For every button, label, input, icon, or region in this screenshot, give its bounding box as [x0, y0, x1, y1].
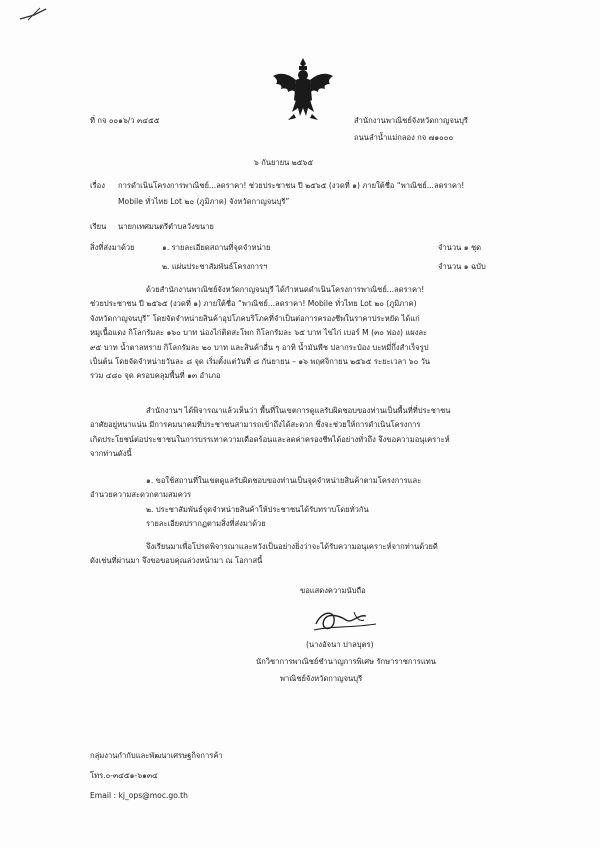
paragraph-1-line: ช่วยประชาชน ปี ๒๕๖๕ (งวดที่ ๑) ภายใต้ชื่อ “พาณิชย์...ลดราคา! Mobile ทั่วไทย Lot ๒๐ (ภูมิภาค) [90, 299, 417, 309]
sender-office: สำนักงานพาณิชย์จังหวัดกาญจนบุรี [354, 116, 468, 125]
enclosure-label: สิ่งที่ส่งมาด้วย [90, 243, 135, 252]
paragraph-1-line: เป็นต้น โดยจัดจำหน่ายวันละ ๘ จุด เริ่มตั้งแต่วันที่ ๘ กันยายน – ๑๖ พฤศจิกายน ๒๕๖๕ ระยะเวลา ๖๐ วัน [90, 357, 431, 367]
to-label: เรียน [90, 222, 107, 231]
paragraph-1-line: รวม ๔๘๐ จุด ครอบคลุมพื้นที่ ๑๓ อำเภอ [90, 371, 221, 381]
subject-label: เรื่อง [90, 181, 105, 190]
closing-paragraph [90, 540, 536, 569]
request-2-line: ๒. ประชาสัมพันธ์จุดจำหน่ายสินค้าให้ประชาชนได้รับทราบโดยทั่วกัน [146, 505, 369, 514]
paragraph-2-line: อาศัยอยู่หนาแน่น มีการคมนาคมที่ประชาชนสามารถเข้าถึงได้สะดวก ซึ่งจะช่วยให้การดำเนินโครงการ [90, 420, 421, 430]
paragraph-2-line: จากท่านดังนี้ [90, 449, 132, 459]
footer-phone: โทร.๐-๓๔๕๑-๖๑๓๔ [90, 771, 158, 780]
enclosure-item-1: ๑. รายละเอียดสถานที่จุดจำหน่าย [162, 243, 271, 252]
signer-title-2: พาณิชย์จังหวัดกาญจนบุรี [280, 674, 363, 683]
paragraph-1-line: ๙๕ บาท น้ำตาลทราย กิโลกรัมละ ๒๐ บาท และสินค้าอื่น ๆ อาทิ น้ำมันพืช ปลากระป๋อง บะหมี่กึ่งสำเร็จรูป [90, 342, 429, 352]
enclosure-qty-1: จำนวน ๑ ชุด [438, 243, 482, 252]
closing-line: ดังเช่นที่ผ่านมา จึงขอขอบคุณล่วงหน้ามา ณ โอกาสนี้ [90, 556, 263, 566]
paragraph-1-line: ด้วยสำนักงานพาณิชย์จังหวัดกาญจนบุรี ได้กำหนดดำเนินโครงการพาณิชย์...ลดราคา! [146, 285, 425, 294]
footer-department: กลุ่มงานกำกับและพัฒนาเศรษฐกิจการค้า [90, 751, 223, 760]
paragraph-1 [90, 283, 536, 384]
regards: ขอแสดงความนับถือ [300, 586, 366, 595]
request-1 [90, 474, 536, 503]
letter-date: ๖ กันยายน ๒๕๖๕ [254, 158, 314, 167]
subject-line-1: การดำเนินโครงการพาณิชย์...ลดราคา! ช่วยประชาชน ปี ๒๕๖๕ (งวดที่ ๑) ภายใต้ชื่อ “พาณิชย์...ลดราคา! [118, 181, 465, 190]
enclosure-qty-2: จำนวน ๑ ฉบับ [438, 262, 486, 271]
request-2-line: รายละเอียดปรากฏตามสิ่งที่ส่งมาด้วย [146, 519, 266, 529]
closing-line: จึงเรียนมาเพื่อโปรดพิจารณาและหวังเป็นอย่างยิ่งว่าจะได้รับความอนุเคราะห์จากท่านด้วยดี [146, 542, 438, 551]
request-1-line: ๑. ขอใช้สถานที่ในเขตดูแลรับผิดชอบของท่านเป็นจุดจำหน่ายสินค้าตามโครงการและ [146, 476, 422, 485]
signer-title-1: นักวิชาการพาณิชย์ชำนาญการพิเศษ รักษาราชการแทน [256, 657, 436, 666]
signer-name: (นางอัจนา ปาลบุตร) [306, 640, 374, 649]
paragraph-1-line: หมูเนื้อแดง กิโลกรัมละ ๑๖๐ บาท น่องไก่ติดสะโพก กิโลกรัมละ ๖๕ บาท ไข่ไก่ เบอร์ M (๓๐ ฟอง) แผงละ [90, 328, 428, 338]
enclosure-item-2: ๒. แผ่นประชาสัมพันธ์โครงการฯ [162, 262, 268, 271]
paragraph-2-line: เกิดประโยชน์ต่อประชาชนในการบรรเทาความเดือดร้อนและลดค่าครองชีพได้อย่างทั่วถึง จึงขอความอนุเคราะห์ [90, 434, 450, 444]
paragraph-2 [90, 404, 536, 462]
pen-mark-icon [18, 6, 48, 22]
garuda-emblem-icon [270, 56, 336, 124]
request-2 [90, 503, 536, 532]
paragraph-1-line: จังหวัดกาญจนบุรี” โดยจัดจำหน่ายสินค้าอุปโภคบริโภคที่จำเป็นต่อการครองชีพในราคาประหยัด ได้แก่ [90, 313, 420, 323]
reference-number: ที่ กจ ๐๐๑๖/ว ๓๔๕๕ [90, 116, 160, 125]
handwritten-signature [310, 606, 380, 634]
request-1-line: อำนวยความสะดวกตามสมควร [90, 490, 192, 500]
paragraph-2-line: สำนักงานฯ ได้พิจารณาแล้วเห็นว่า พื้นที่ในเขตการดูแลรับผิดชอบของท่านเป็นพื้นที่ที่ประชาชน [146, 406, 451, 415]
to-recipient: นายกเทศมนตรีตำบลวังขนาย [118, 222, 214, 231]
sender-address: ถนนลำน้ำแม่กลอง กจ ๗๑๐๐๐ [354, 133, 454, 142]
subject-line-2: Mobile ทั่วไทย Lot ๒๐ (ภูมิภาค) จังหวัดกาญจนบุรี” [118, 197, 290, 206]
footer-email: Email : kj_ops@moc.go.th [90, 791, 188, 800]
